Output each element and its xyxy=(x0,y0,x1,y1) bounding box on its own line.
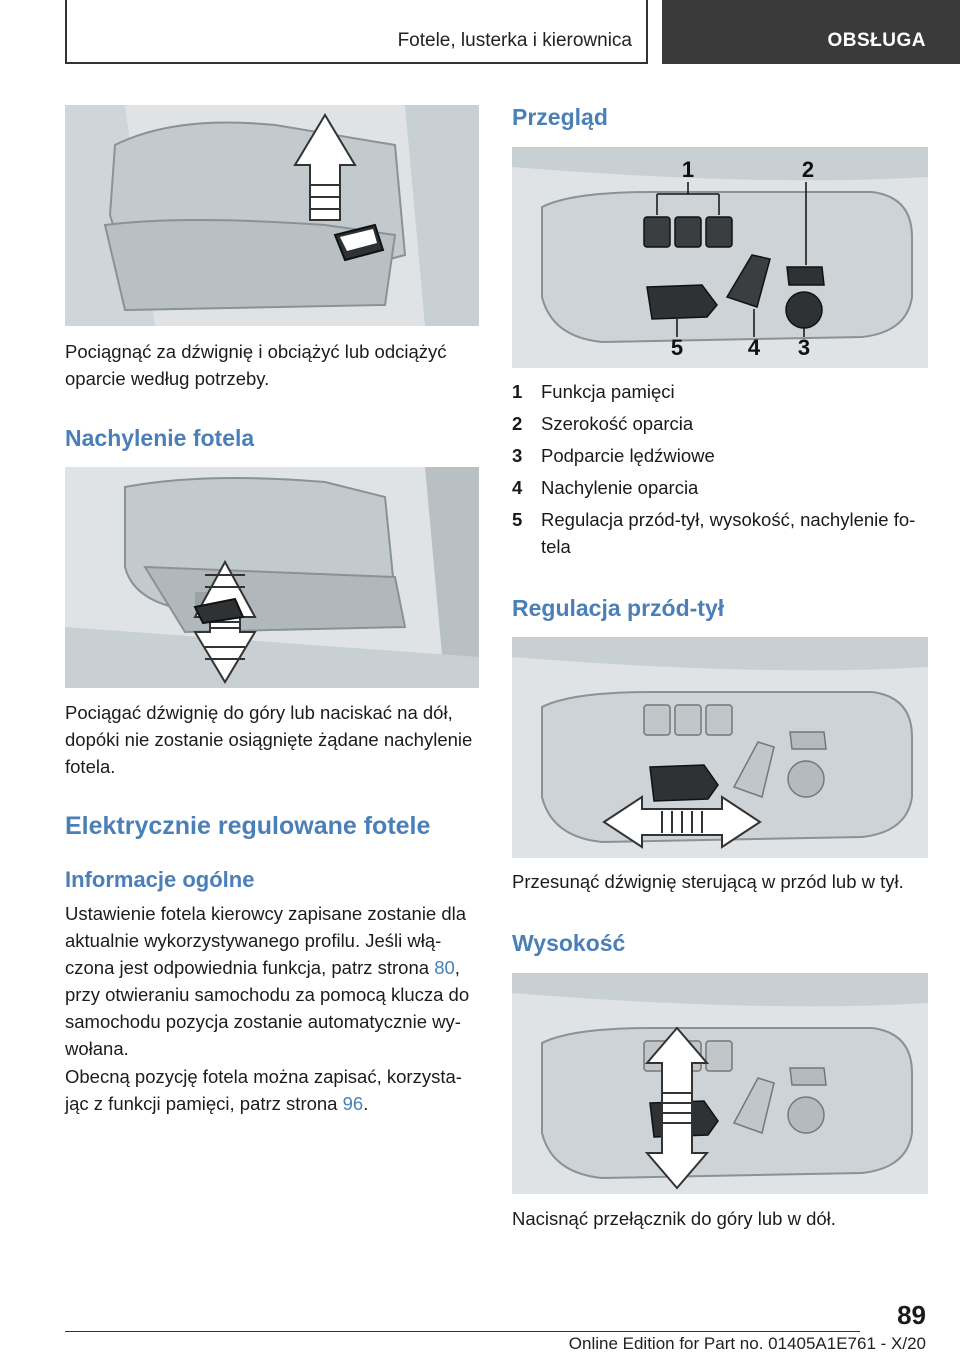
paragraph-height: Nacisnąć przełącznik do góry lub w dół. xyxy=(512,1208,836,1229)
text-line: Pociągać dźwignię do góry lub naciskać na dół, xyxy=(65,702,453,723)
figure-fore-aft xyxy=(512,637,928,858)
text-line: samochodu pozycja zostanie automatycznie wy- xyxy=(65,1011,461,1032)
legend-text: Podparcie lędźwiowe xyxy=(541,445,715,466)
seat-tilt-illustration xyxy=(65,467,479,688)
heading-fore-aft: Regulacja przód-tył xyxy=(512,595,725,621)
text-fragment: czona jest odpowiednia funkcja, patrz strona xyxy=(65,957,435,978)
heading-seat-tilt: Nachylenie fotela xyxy=(65,425,255,451)
callout-label-2: 2 xyxy=(801,157,815,182)
paragraph-seat-tilt xyxy=(65,699,479,780)
text-line xyxy=(65,954,479,981)
paragraph-general-info xyxy=(65,900,479,1062)
text-line: oparcie według potrzeby. xyxy=(65,368,270,389)
legend-text: Funkcja pamięci xyxy=(541,381,675,402)
heading-height: Wysokość xyxy=(512,930,626,956)
footer-divider xyxy=(65,1331,860,1332)
fore-aft-illustration xyxy=(512,637,928,858)
legend-number: 2 xyxy=(512,413,523,434)
page-link-80[interactable]: 80 xyxy=(434,957,455,978)
legend-number: 1 xyxy=(512,381,523,402)
callout-label-3: 3 xyxy=(797,335,811,360)
header-title: Fotele, lusterka i kierownica xyxy=(397,30,632,51)
callout-label-5: 5 xyxy=(670,335,684,360)
legend-text: tela xyxy=(541,536,571,557)
legend-number: 5 xyxy=(512,509,523,530)
text-line: przy otwieraniu samochodu za pomocą klucza do xyxy=(65,984,470,1005)
text-fragment: . xyxy=(363,1093,369,1114)
callout-label-1: 1 xyxy=(681,157,695,182)
backrest-lever-illustration xyxy=(65,105,479,326)
legend-number: 3 xyxy=(512,445,523,466)
header-section-tab: OBSŁUGA xyxy=(662,0,960,64)
page-link-96[interactable]: 96 xyxy=(342,1093,364,1114)
figure-backrest-lever xyxy=(65,105,479,326)
heading-general-info: Informacje ogólne xyxy=(65,867,255,892)
height-illustration xyxy=(512,973,928,1194)
legend-text: Regulacja przód-tył, wysokość, nachylenie fo- xyxy=(541,509,916,530)
text-line xyxy=(65,1090,479,1117)
heading-overview: Przegląd xyxy=(512,104,608,130)
text-line: dopóki nie zostanie osiągnięte żądane nachylenie xyxy=(65,729,473,750)
text-fragment: jąc z funkcji pamięci, patrz strona xyxy=(65,1093,343,1114)
text-line: aktualnie wykorzystywanego profilu. Jeśli włą- xyxy=(65,930,442,951)
figure-seat-tilt xyxy=(65,467,479,688)
heading-electric-seats: Elektrycznie regulowane fotele xyxy=(65,812,431,840)
controls-overview-illustration xyxy=(512,147,928,368)
header-title-box xyxy=(65,0,648,64)
page-number: 89 xyxy=(897,1300,926,1330)
paragraph-backrest xyxy=(65,338,479,392)
text-line: Pociągnąć za dźwignię i obciążyć lub odciążyć xyxy=(65,341,447,362)
paragraph-fore-aft: Przesunąć dźwignię sterującą w przód lub w tył. xyxy=(512,871,904,892)
text-line: wołana. xyxy=(65,1038,129,1059)
figure-controls-overview xyxy=(512,147,928,368)
legend-text: Szerokość oparcia xyxy=(541,413,694,434)
figure-height xyxy=(512,973,928,1194)
controls-legend xyxy=(512,378,928,568)
text-line: Obecną pozycję fotela można zapisać, korzysta- xyxy=(65,1066,462,1087)
paragraph-memory xyxy=(65,1063,479,1117)
legend-text: Nachylenie oparcia xyxy=(541,477,699,498)
callout-label-4: 4 xyxy=(747,335,761,360)
text-fragment: , xyxy=(454,957,460,978)
text-line: Ustawienie fotela kierowcy zapisane zostanie dla xyxy=(65,903,467,924)
footer-edition: Online Edition for Part no. 01405A1E761 - X/20 xyxy=(568,1334,926,1353)
text-line: fotela. xyxy=(65,756,116,777)
legend-number: 4 xyxy=(512,477,523,498)
